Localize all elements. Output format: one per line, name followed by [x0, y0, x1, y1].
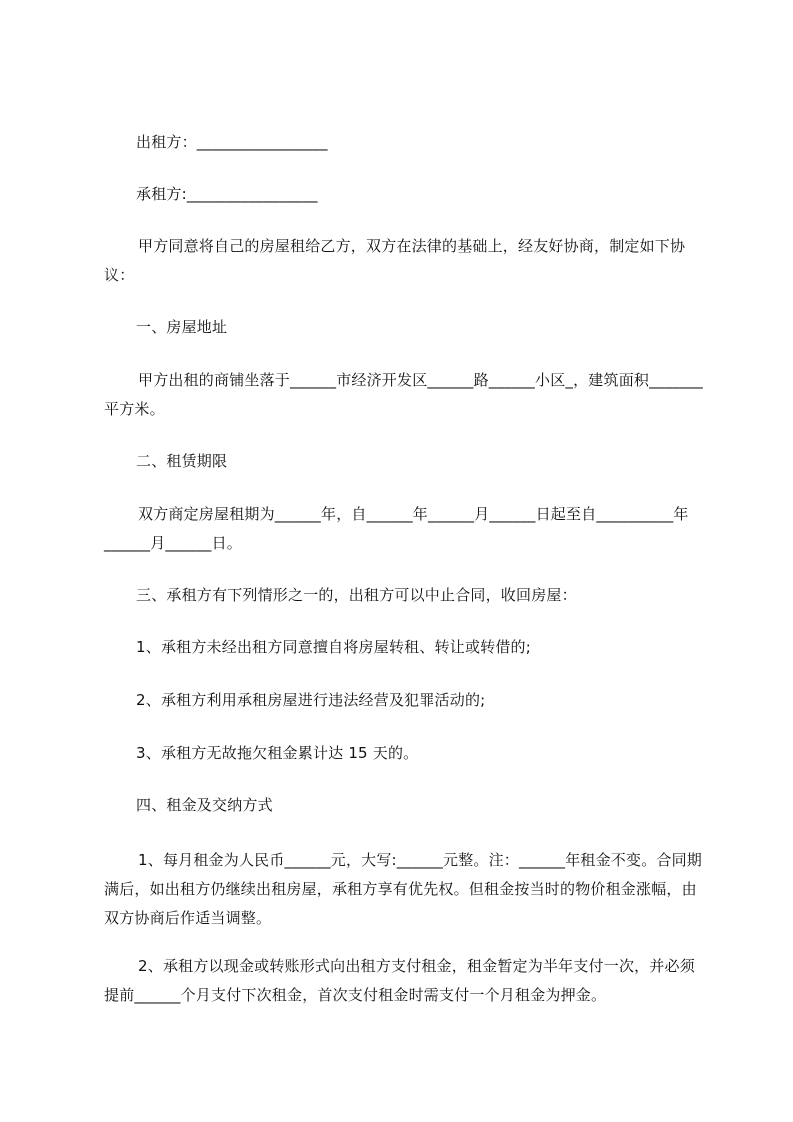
section1-title: 一、房屋地址 — [136, 318, 228, 336]
section2-body: 双方商定房屋租期为______年，自______年______月______日起至自__________年______月______日。 — [104, 505, 689, 552]
section3-title: 三、承租方有下列情形之一的，出租方可以中止合同，收回房屋： — [136, 586, 577, 604]
section4-title: 四、租金及交纳方式 — [136, 796, 273, 814]
section2-title: 二、租赁期限 — [136, 452, 228, 470]
section3-item3: 3、承租方无故拖欠租金累计达 15 天的。 — [136, 744, 419, 762]
landlord-line: 出租方：_________________ — [136, 133, 328, 151]
intro-paragraph: 甲方同意将自己的房屋租给乙方，双方在法律的基础上，经友好协商，制定如下协议： — [104, 237, 686, 284]
tenant-line: 承租方:_________________ — [136, 185, 318, 203]
section1-body: 甲方出租的商铺坐落于______市经济开发区______路______小区_，建筑面积_______平方米。 — [104, 371, 704, 418]
section3-item1: 1、承租方未经出租方同意擅自将房屋转租、转让或转借的; — [136, 638, 531, 656]
section4-item1: 1、每月租金为人民币______元，大写:______元整。注：______年租金不变。合同期满后，如出租方仍继续出租房屋，承租方享有优先权。但租金按当时的物价租金涨幅，由双方协商后作适当调整。 — [104, 851, 702, 927]
section3-item2: 2、承租方利用承租房屋进行违法经营及犯罪活动的; — [136, 691, 486, 709]
section4-item2: 2、承租方以现金或转账形式向出租方支付租金，租金暂定为半年支付一次，并必须提前______个月支付下次租金，首次支付租金时需支付一个月租金为押金。 — [104, 957, 695, 1004]
